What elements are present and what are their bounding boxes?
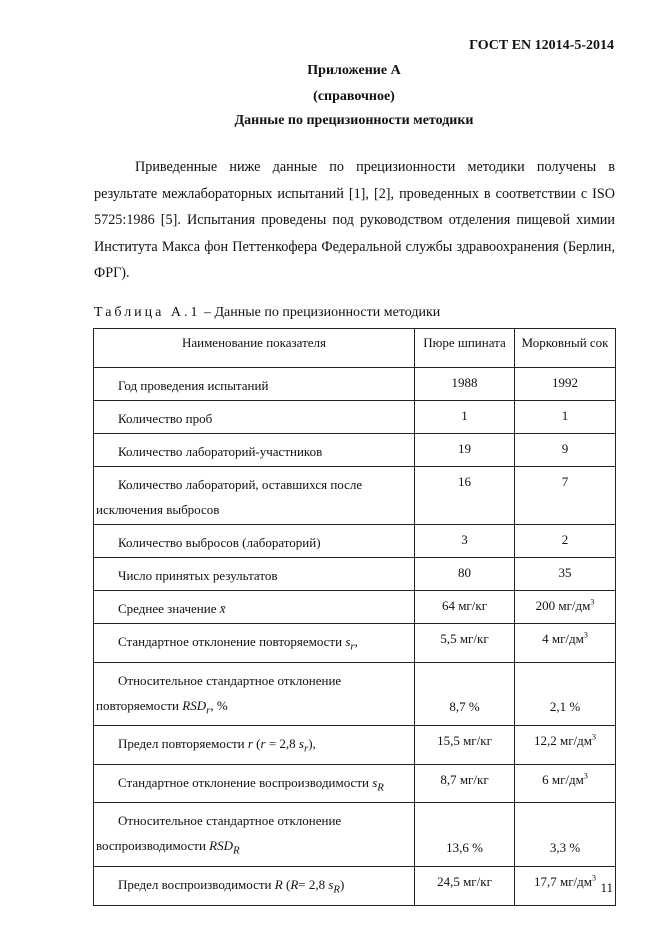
row-value-carrot: 2,1 % [515,662,616,726]
table-row [94,591,616,624]
row-value-spinach: 64 мг/кг [415,591,515,624]
row-value-carrot: 17,7 $мг/дм^3$ [515,866,616,905]
row-value-carrot: 1 [515,401,616,434]
row-value-spinach: 1 [415,401,515,434]
row-value-spinach: 8,7 мг/кг [415,764,515,803]
page-number: 11 [600,880,613,895]
row-value-carrot: 4 $мг/дм^3$ [515,624,616,663]
table-row [94,558,616,591]
appendix-heading: Данные по прецизионности методики [234,113,474,128]
table-row [94,662,616,726]
row-label: Предел повторяемости r (r = 2,8 $s_r$), [94,726,415,765]
table-row [94,467,616,525]
row-value-spinach: 19 [415,434,515,467]
row-label: Количество выбросов (лабораторий) [94,525,415,558]
row-value-spinach: 13,6 % [415,803,515,867]
row-value-spinach: 1988 [415,368,515,401]
table-row [94,368,616,401]
precision-table [93,328,616,906]
row-value-carrot: 3,3 % [515,803,616,867]
row-label: Год проведения испытаний [94,368,415,401]
row-value-spinach: 8,7 % [415,662,515,726]
table-row [94,525,616,558]
row-label: Среднее значение x̄ [94,591,415,624]
header-name: Наименование показателя [94,329,415,368]
table-row [94,401,616,434]
row-value-carrot: 1992 [515,368,616,401]
row-label: Количество лабораторий-участников [94,434,415,467]
intro-paragraph: Приведенные ниже данные по прецизионности методики получены в результате межлабораторных испытаний [1], [2], проведенных в соответствии с ISO 5725:1986 [5]. Испытания проведены под руководством отделения пищевой химии Института Макса фон Петтенкофера Федеральной службы здравоохранения (Берлин, ФРГ). [94,159,615,281]
row-value-spinach: 16 [415,467,515,525]
row-label: Предел воспроизводимости R (R= 2,8 $s_R$) [94,866,415,905]
row-value-carrot: 7 [515,467,616,525]
row-label: Количество проб [94,401,415,434]
row-label: Стандартное отклонение воспроизводимости $s_R$ [94,764,415,803]
row-value-carrot: 200 $мг/дм^3$ [515,591,616,624]
row-label: Число принятых результатов [94,558,415,591]
row-value-carrot: 6 $мг/дм^3$ [515,764,616,803]
table-caption-prefix: Таблица А.1 [94,305,201,320]
row-value-spinach: 15,5 мг/кг [415,726,515,765]
row-value-spinach: 24,5 мг/кг [415,866,515,905]
row-value-carrot: 12,2 $мг/дм^3$ [515,726,616,765]
header-spinach: Пюре шпината [415,329,515,368]
header-carrot: Морковный сок [515,329,616,368]
row-value-spinach: 3 [415,525,515,558]
appendix-title: Приложение А [307,63,401,78]
table-header-row [94,329,616,368]
row-value-spinach: 5,5 мг/кг [415,624,515,663]
table-row [94,764,616,803]
row-label: Количество лабораторий, оставшихся после исключения выбросов [94,467,415,525]
row-value-carrot: 9 [515,434,616,467]
table-row [94,434,616,467]
table-row [94,866,616,905]
table-caption [94,305,440,321]
standard-number: ГОСТ EN 12014-5-2014 [469,38,614,53]
row-value-carrot: 35 [515,558,616,591]
table-row [94,624,616,663]
row-label: Стандартное отклонение повторяемости $s_r$, [94,624,415,663]
row-label: Относительное стандартное отклонение воспроизводимости $RSD_R$ [94,803,415,867]
row-label: Относительное стандартное отклонение повторяемости $RSD_r$, % [94,662,415,726]
row-value-carrot: 2 [515,525,616,558]
table-caption-text: – Данные по прецизионности методики [200,305,441,320]
row-value-spinach: 80 [415,558,515,591]
table-row [94,726,616,765]
appendix-status: (справочное) [313,89,395,104]
table-row [94,803,616,867]
